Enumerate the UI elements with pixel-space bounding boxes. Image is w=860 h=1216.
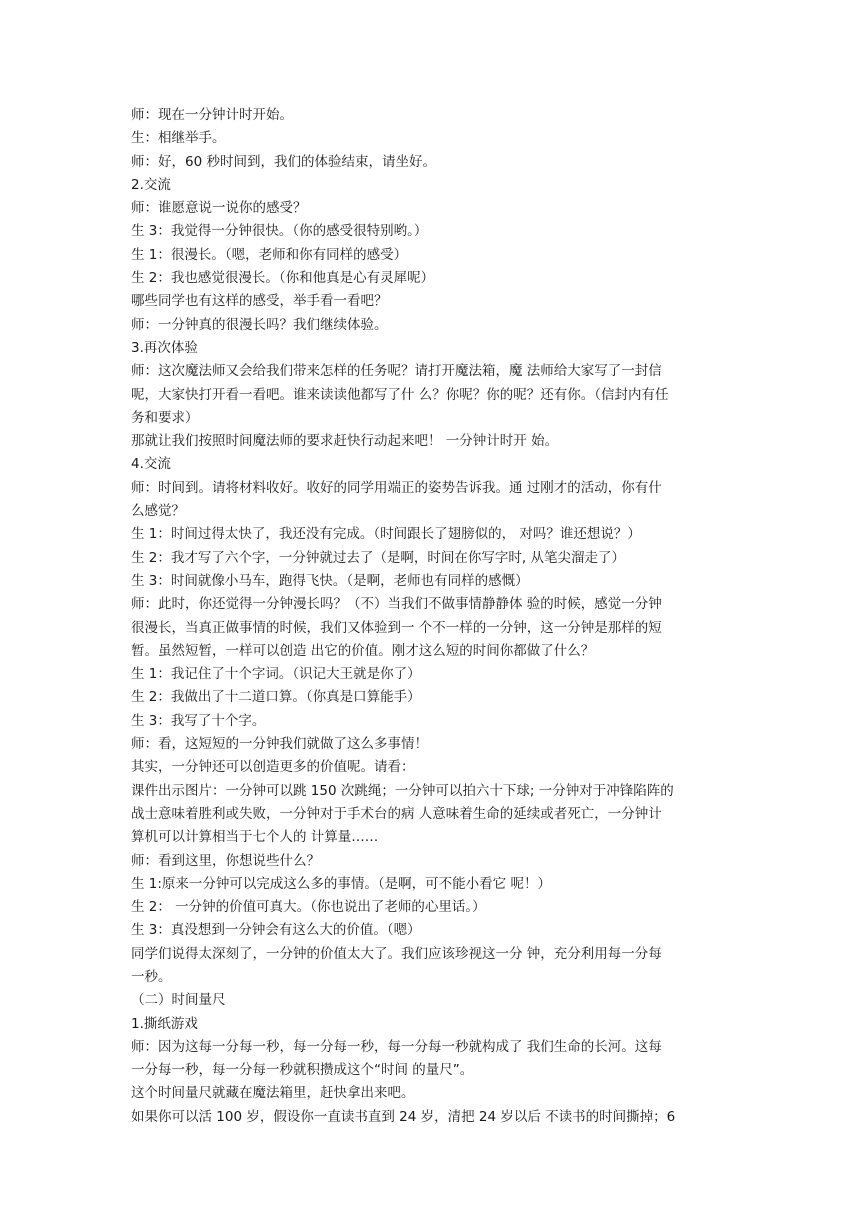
text-line: 务和要求） [131,409,199,426]
document-body [131,104,734,1129]
text-line: 生 1:原来一分钟可以完成这么多的事情。（是啊，可不能小看它 呢！） [131,875,551,892]
text-line: 师：看到这里，你想说些什么？ [131,852,320,869]
text-line: 生 3：真没想到一分钟会有这么大的价值。（嗯） [131,922,421,939]
text-line: 生 2：我也感觉很漫长。（你和他真是心有灵犀呢） [131,270,435,287]
text-line: 很漫长，当真正做事情的时候，我们又体验到一 个不一样的一分钟，这一分钟是那样的短 [131,619,662,636]
text-line: 师：此时，你还觉得一分钟漫长吗？（不）当我们不做事情静静体 验的时候，感觉一分钟 [131,596,662,613]
section-heading: 4.交流 [131,456,171,473]
text-line: 一秒。 [131,968,172,985]
text-line: 算机可以计算相当于七个人的 计算量…… [131,829,379,846]
text-line: 生 1：很漫长。（嗯，老师和你有同样的感受） [131,246,408,263]
text-line: 同学们说得太深刻了，一分钟的价值太大了。我们应该珍视这一分 钟，充分利用每一分每 [131,945,662,962]
text-line: 师：好，60 秒时间到，我们的体验结束，请坐好。 [131,153,436,170]
text-line: 师：现在一分钟计时开始。 [131,107,293,123]
text-line: 师：一分钟真的很漫长吗？我们继续体验。 [131,316,388,333]
text-line: 生 3：时间就像小马车，跑得飞快。（是啊，老师也有同样的感慨） [131,572,529,589]
text-line: 生 3：我写了十个字。 [131,712,266,729]
text-line: 生 1：时间过得太快了，我还没有完成。（时间跟长了翅膀似的， 对吗？谁还想说？） [131,526,641,543]
text-line: 师：看，这短短的一分钟我们就做了这么多事情！ [131,736,428,753]
text-line: 生 2： 一分钟的价值可真大。（你也说出了老师的心里话。） [131,899,486,916]
section-heading: （二）时间量尺 [131,992,226,1009]
text-line: 师：这次魔法师又会给我们带来怎样的任务呢？请打开魔法箱，魔 法师给大家写了一封信 [131,363,662,380]
text-line: 暂。虽然短暂，一样可以创造 出它的价值。刚才这么短的时间你都做了什么？ [131,642,595,659]
text-line: 如果你可以活 100 岁，假设你一直读书直到 24 岁，清把 24 岁以后 不读书的时间撕掉；6 [131,1108,676,1125]
text-line: 生 3：我觉得一分钟很快。（你的感受很特别哟。） [131,223,428,240]
text-line: 呢，大家快打开看一看吧。谁来读读他都写了什 么？你呢？你的呢？还有你。（信封内有任 [131,386,669,403]
section-heading: 3.再次体验 [131,339,198,356]
section-heading: 2.交流 [131,176,171,193]
text-line: 生：相继举手。 [131,130,226,147]
text-line: 么感觉？ [131,503,185,520]
text-line: 那就让我们按照时间魔法师的要求赶快行动起来吧！ 一分钟计时开 始。 [131,433,559,450]
text-line: 师：因为这每一分每一秒，每一分每一秒，每一分每一秒就构成了 我们生命的长河。这每 [131,1038,662,1055]
text-line: 这个时间量尺就藏在魔法箱里，赶快拿出来吧。 [131,1085,415,1102]
text-line: 哪些同学也有这样的感受，举手看一看吧？ [131,293,388,310]
text-line: 生 1：我记住了十个字词。（识记大王就是你了） [131,666,421,683]
section-heading: 1.撕纸游戏 [131,1015,198,1032]
text-line: 一分每一秒，每一分每一秒就积攒成这个“时间 的量尺”。 [131,1062,474,1079]
text-line: 课件出示图片：一分钟可以跳 150 次跳绳；一分钟可以拍六十下球; 一分钟对于冲锋陷阵的 [131,782,674,799]
text-line: 生 2：我才写了六个字，一分钟就过去了（是啊，时间在你写字时, 从笔尖溜走了） [131,549,625,566]
text-line: 师：时间到。请将材料收好。收好的同学用端正的姿势告诉我。通 过刚才的活动，你有什 [131,479,662,496]
text-line: 战士意味着胜利或失败，一分钟对于手术台的病 人意味着生命的延续或者死亡，一分钟计 [131,805,662,822]
text-line: 生 2：我做出了十二道口算。（你真是口算能手） [131,689,421,706]
text-line: 师：谁愿意说一说你的感受？ [131,200,307,217]
text-line: 其实，一分钟还可以创造更多的价值呢。请看： [131,759,415,776]
